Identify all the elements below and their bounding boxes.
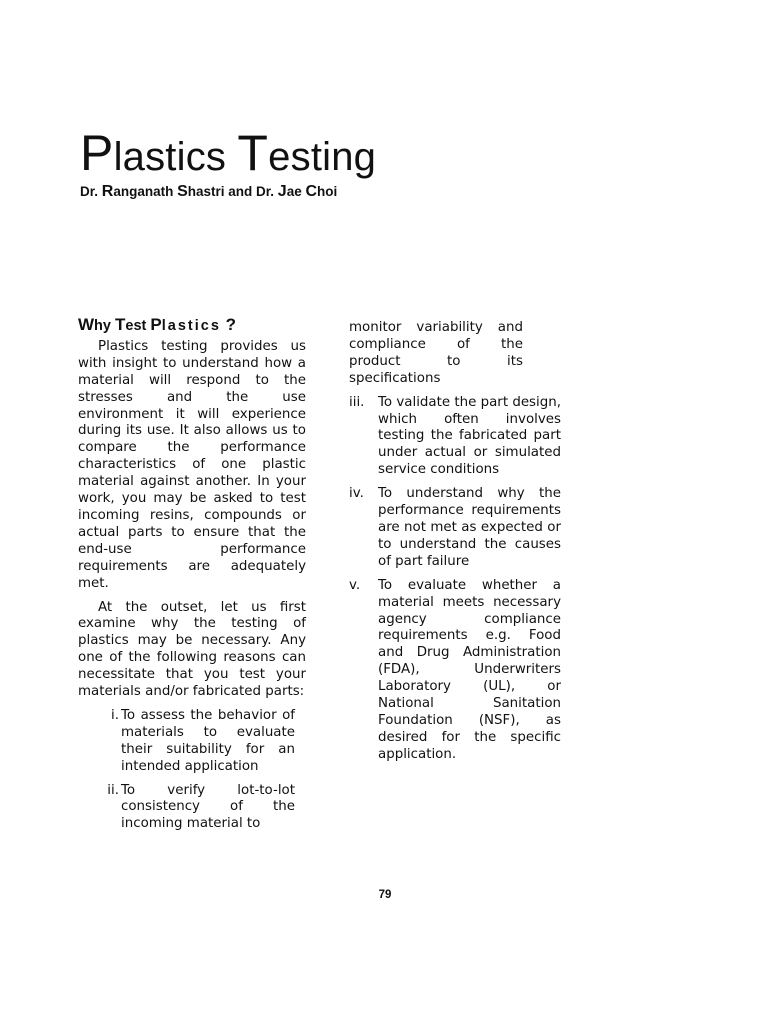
list-number: ii. <box>107 782 119 798</box>
list-number: v. <box>349 577 361 593</box>
list-item <box>78 708 306 776</box>
section-heading: Why Test Plastics ? <box>78 315 236 334</box>
list-item <box>349 395 561 480</box>
body-paragraph: At the outset, let us first examine why the testing of plastics may be necessary. Any one of the following reasons can necessitate that you test your materials and/or fabricated parts: <box>78 599 306 700</box>
list-continuation: monitor variability and compliance of the product to its specifications <box>349 320 523 386</box>
list-text: To evaluate whether a material meets necessary agency compliance requirements e.g. Food and Drug Administration (FDA), Underwriters Laboratory (UL), or National Sanitation Foundation (NSF), as desired for the specific application. <box>378 577 561 762</box>
list-item <box>349 486 561 571</box>
list-number: i. <box>111 707 119 723</box>
list-text: To assess the behavior of materials to evaluate their suitability for an intended application <box>121 707 295 774</box>
list-item <box>78 783 306 834</box>
authors-line: Dr. Ranganath Shastri and Dr. Jae Choi <box>80 183 338 200</box>
left-column <box>78 317 306 833</box>
list-text: To verify lot-to-lot consistency of the incoming material to <box>121 782 295 832</box>
document-title: Plastics Testing <box>80 125 377 181</box>
list-text: To validate the part design, which often involves testing the fabricated part under actual or simulated service conditions <box>378 394 562 478</box>
list-item <box>349 578 561 764</box>
list-number: iv. <box>349 486 364 502</box>
page-number: 79 <box>378 889 392 901</box>
list-text: To understand why the performance requirements are not met as expected or to understand the causes of part failure <box>378 486 561 569</box>
list-number: iii. <box>349 394 365 410</box>
body-paragraph: Plastics testing provides us with insight to understand how a material will respond to the stresses and the use environment it will experience during its use. It also allows us to compare the performance characteristics of one plastic material against another. In your work, you may be asked to test incoming resins, compounds or actual parts to ensure that the end-use performance requirements are adequately met. <box>78 338 306 591</box>
right-column <box>349 320 561 764</box>
